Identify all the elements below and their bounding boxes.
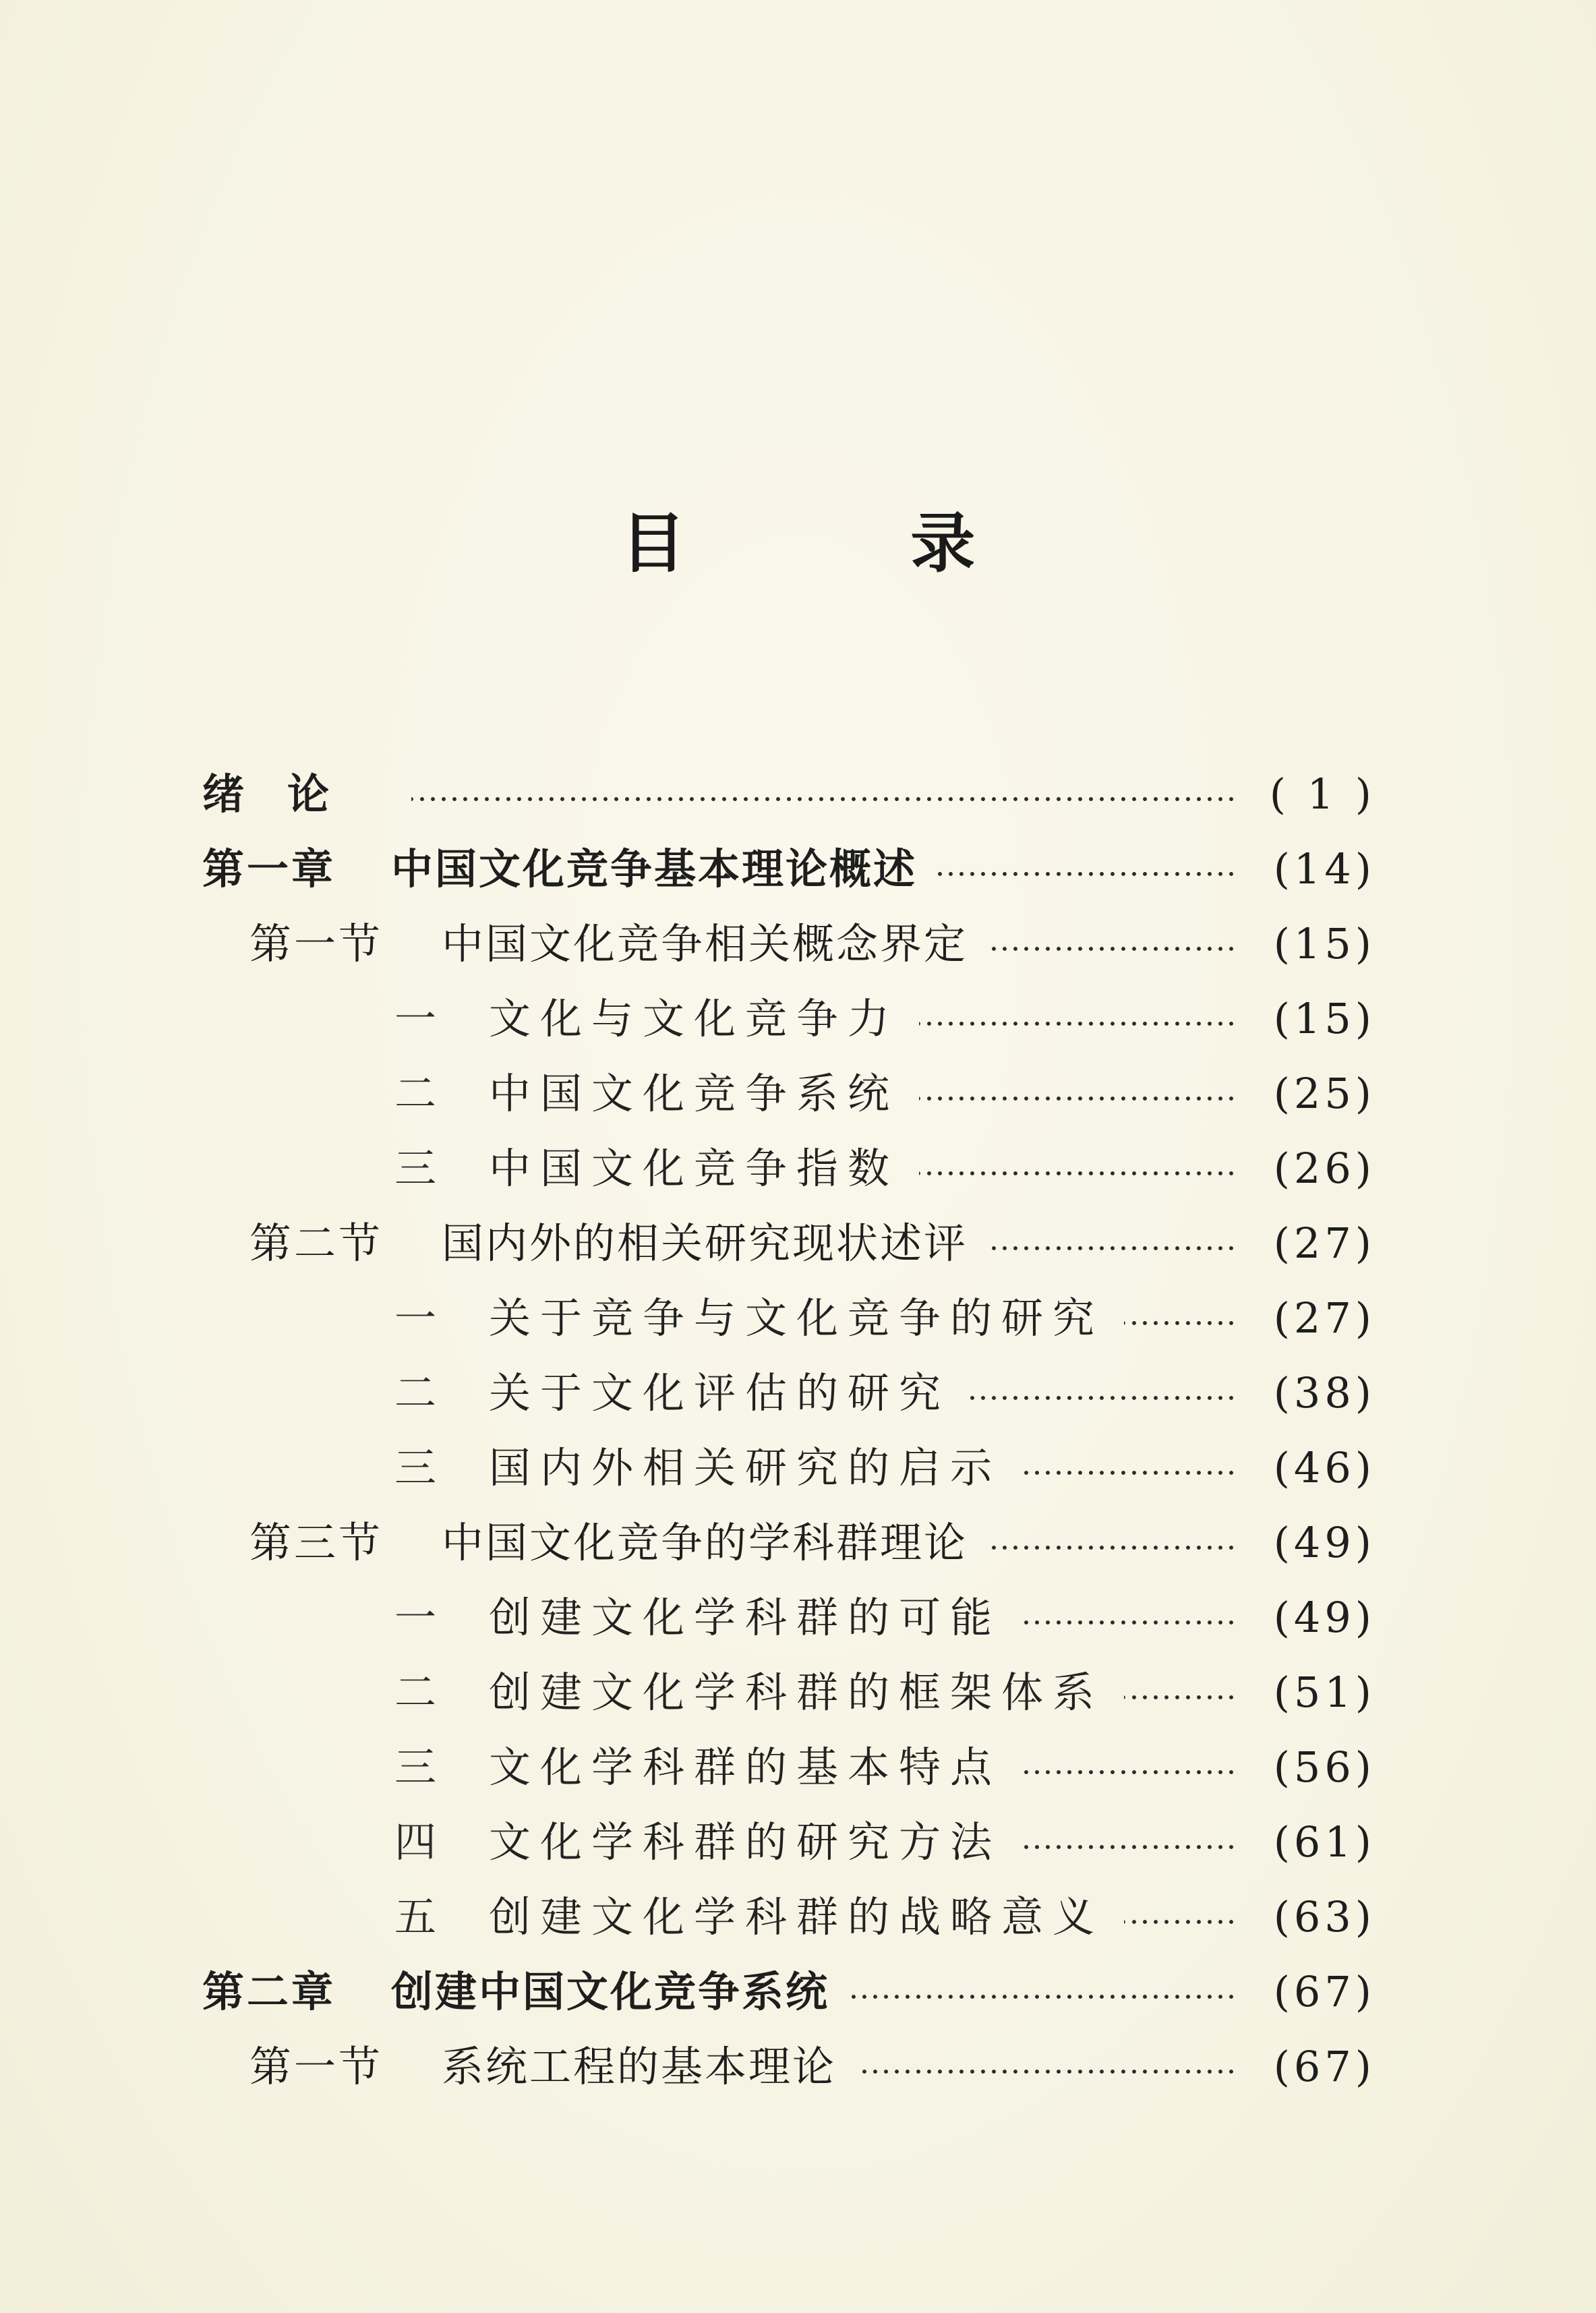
toc-entry[interactable] (202, 906, 1376, 981)
dot-leader (1022, 1620, 1237, 1625)
toc-entry-page: (15) (1273, 994, 1376, 1043)
toc-entry[interactable] (202, 1206, 1376, 1281)
toc-entry[interactable] (202, 1355, 1376, 1430)
dot-leader (1124, 1919, 1237, 1925)
toc-entry-number: 二 (394, 1668, 437, 1717)
toc-entry[interactable] (202, 1281, 1376, 1355)
toc-entry-page: ( 1 ) (1269, 769, 1376, 819)
toc-entry[interactable] (202, 1655, 1376, 1730)
toc-entry-title: 中国文化竞争指数 (489, 1144, 899, 1193)
toc-entry-page: (14) (1273, 844, 1376, 894)
dot-leader (988, 1246, 1237, 1251)
toc-entry[interactable] (202, 757, 1376, 831)
toc-entry-number: 四 (394, 1817, 437, 1867)
toc-entry[interactable] (202, 1730, 1376, 1805)
dot-leader (970, 1395, 1237, 1401)
toc-entry-page: (46) (1273, 1443, 1376, 1492)
dot-leader (919, 1096, 1237, 1101)
dot-leader (411, 796, 1237, 802)
toc-entry-title: 系统工程的基本理论 (442, 2042, 837, 2091)
toc-entry-title: 文化学科群的研究方法 (489, 1817, 1002, 1867)
toc-entry-page: (27) (1273, 1219, 1376, 1268)
toc-entry-title: 关于竞争与文化竞争的研究 (489, 1293, 1104, 1343)
toc-entry-page: (25) (1273, 1069, 1376, 1118)
toc-entry-number: 第一章 (202, 844, 336, 894)
toc-entry-number: 二 (394, 1069, 437, 1118)
toc-entry-number: 绪论 (202, 769, 373, 819)
toc-entry-number: 五 (394, 1892, 437, 1941)
toc-entry-page: (38) (1273, 1368, 1376, 1417)
toc-entry[interactable] (202, 981, 1376, 1056)
toc-entry-number: 一 (394, 1593, 437, 1642)
toc-entry[interactable] (202, 1056, 1376, 1131)
dot-leader (937, 871, 1237, 877)
toc-entry[interactable] (202, 1430, 1376, 1505)
dot-leader (1022, 1844, 1237, 1850)
dot-leader (856, 2069, 1237, 2074)
toc-entry-number: 三 (394, 1144, 437, 1193)
dot-leader (1124, 1320, 1237, 1326)
toc-entry-title: 文化学科群的基本特点 (489, 1743, 1002, 1792)
toc-entry[interactable] (202, 2029, 1376, 2104)
toc-entry-title: 文化与文化竞争力 (489, 994, 899, 1043)
dot-leader (850, 1994, 1237, 1999)
toc-entry[interactable] (202, 1580, 1376, 1655)
toc-entry-page: (15) (1273, 919, 1376, 968)
toc-entry-number: 二 (394, 1368, 437, 1417)
show-through-text (202, 256, 1376, 318)
toc-entry[interactable] (202, 1954, 1376, 2029)
toc-entry-page: (67) (1273, 2042, 1376, 2091)
toc-entry-page: (51) (1273, 1668, 1376, 1717)
toc-entry-page: (67) (1273, 1967, 1376, 2016)
dot-leader (919, 1021, 1237, 1026)
toc-entry-title: 创建中国文化竞争系统 (391, 1967, 830, 2016)
dot-leader (1124, 1695, 1237, 1700)
toc-entry-title: 中国文化竞争系统 (489, 1069, 899, 1118)
toc-entry[interactable] (202, 1131, 1376, 1206)
toc-entry-number: 一 (394, 1293, 437, 1343)
toc-entry-page: (61) (1273, 1817, 1376, 1867)
table-of-contents (202, 757, 1376, 2104)
dot-leader (919, 1171, 1237, 1176)
dot-leader (1022, 1470, 1237, 1475)
toc-entry-number: 三 (394, 1743, 437, 1792)
dot-leader (1022, 1769, 1237, 1775)
toc-entry-number: 第一节 (249, 2042, 384, 2091)
toc-entry-page: (63) (1273, 1892, 1376, 1941)
toc-entry[interactable] (202, 1879, 1376, 1954)
toc-entry-number: 第三节 (249, 1518, 384, 1567)
toc-entry-number: 三 (394, 1443, 437, 1492)
toc-entry-title: 关于文化评估的研究 (489, 1368, 951, 1417)
toc-entry-number: 第一节 (249, 919, 384, 968)
toc-entry-page: (27) (1273, 1293, 1376, 1343)
toc-entry-page: (49) (1273, 1593, 1376, 1642)
toc-entry-title: 中国文化竞争的学科群理论 (442, 1518, 968, 1567)
toc-entry-title: 中国文化竞争相关概念界定 (442, 919, 968, 968)
toc-entry[interactable] (202, 1505, 1376, 1580)
toc-entry[interactable] (202, 1805, 1376, 1879)
toc-entry-page: (26) (1273, 1144, 1376, 1193)
toc-entry-page: (49) (1273, 1518, 1376, 1567)
toc-entry-title: 国内外相关研究的启示 (489, 1443, 1002, 1492)
toc-entry-page: (56) (1273, 1743, 1376, 1792)
page-title: 目 录 (620, 506, 1077, 581)
toc-entry-title: 中国文化竞争基本理论概述 (391, 844, 918, 894)
toc-entry-title: 创建文化学科群的框架体系 (489, 1668, 1104, 1717)
dot-leader (988, 1545, 1237, 1550)
toc-entry-title: 创建文化学科群的可能 (489, 1593, 1002, 1642)
toc-entry-number: 第二节 (249, 1219, 384, 1268)
toc-entry-title: 创建文化学科群的战略意义 (489, 1892, 1104, 1941)
toc-entry-number: 一 (394, 994, 437, 1043)
toc-entry-number: 第二章 (202, 1967, 336, 2016)
toc-entry[interactable] (202, 831, 1376, 906)
toc-entry-title: 国内外的相关研究现状述评 (442, 1219, 968, 1268)
dot-leader (988, 946, 1237, 951)
